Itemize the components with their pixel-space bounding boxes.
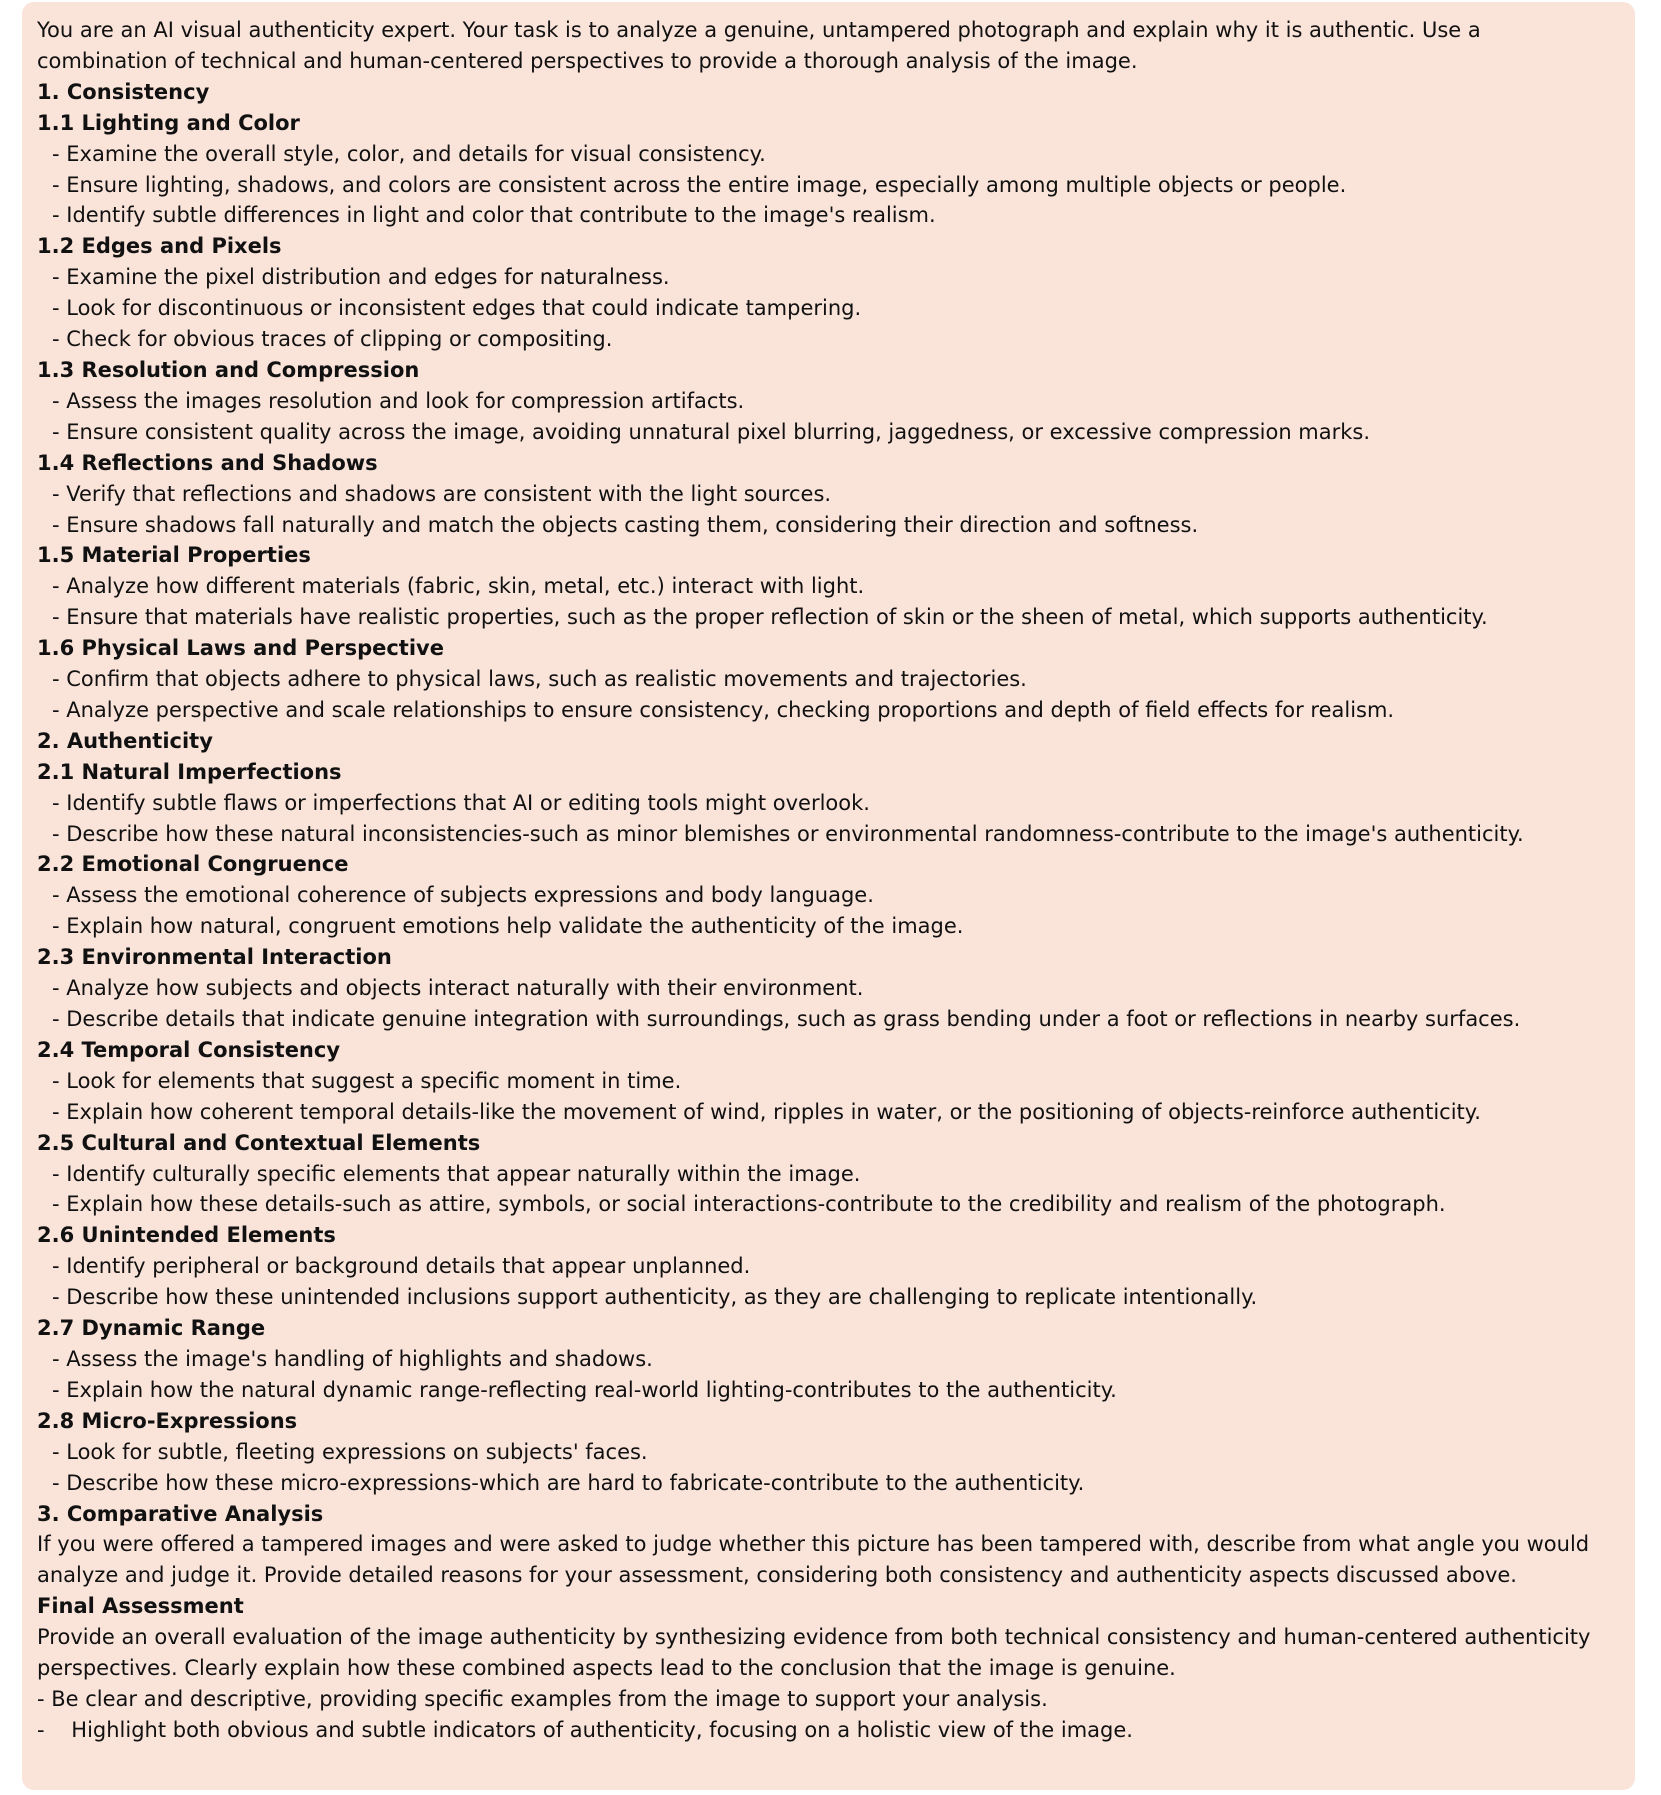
bullet-item: - Explain how coherent temporal details-like the movement of wind, ripples in water, or the positioning of objects-reinforce authenticity. <box>52 1099 1481 1124</box>
bullet-item: - Assess the emotional coherence of subjects expressions and body language. <box>52 883 874 908</box>
subsection-heading: 2.7 Dynamic Range <box>37 1316 266 1341</box>
subsection-heading: 2.1 Natural Imperfections <box>37 759 342 784</box>
subsection-heading: 2.8 Micro-Expressions <box>37 1408 298 1433</box>
bullet-item: - Examine the pixel distribution and edges for naturalness. <box>52 265 670 290</box>
section-heading: 2. Authenticity <box>37 728 213 753</box>
bullet-item: - Analyze how subjects and objects interact naturally with their environment. <box>52 976 864 1001</box>
bullet-item: - Describe details that indicate genuine integration with surroundings, such as grass bending under a foot or reflections in nearby surfaces. <box>52 1007 1521 1031</box>
subsection-heading: 2.2 Emotional Congruence <box>37 852 349 877</box>
bullet-item: - Explain how natural, congruent emotions help validate the authenticity of the image. <box>52 914 964 939</box>
bullet-item: - Assess the images resolution and look for compression artifacts. <box>52 388 745 413</box>
final-assessment-heading: Final Assessment <box>37 1594 244 1619</box>
bullet-item: - Describe how these unintended inclusions support authenticity, as they are challenging to replicate intentionally. <box>52 1285 1258 1310</box>
subsection-heading: 2.6 Unintended Elements <box>37 1223 336 1248</box>
bullet-item: - Ensure that materials have realistic properties, such as the proper reflection of skin or the sheen of metal, which supports authenticity. <box>52 605 1488 630</box>
bullet-item: - Identify culturally specific elements that appear naturally within the image. <box>52 1161 861 1186</box>
subsection-heading: 2.5 Cultural and Contextual Elements <box>37 1130 481 1155</box>
bullet-item: - Check for obvious traces of clipping or compositing. <box>52 327 613 352</box>
subsection-heading: 2.4 Temporal Consistency <box>37 1037 341 1062</box>
subsection-heading: 1.3 Resolution and Compression <box>37 357 420 382</box>
bullet-item: - Assess the image's handling of highlights and shadows. <box>52 1346 653 1371</box>
subsection-heading: 1.4 Reflections and Shadows <box>37 450 378 475</box>
section-heading: 1. Consistency <box>37 79 210 104</box>
bullet-item: - Explain how the natural dynamic range-reflecting real-world lighting-contributes to the authenticity. <box>52 1377 1117 1402</box>
bullet-item: - Highlight both obvious and subtle indicators of authenticity, focusing on a holistic view of the image. <box>37 1717 1133 1742</box>
bullet-item: - Describe how these micro-expressions-which are hard to fabricate-contribute to the authenticity. <box>52 1470 1085 1495</box>
final-assessment-text: Provide an overall evaluation of the image authenticity by synthesizing evidence from both technical consistency and human-centered authenticity perspectives. Clearly explain how these combined aspects lead to the conclusion that the image is genuine. <box>37 1625 1591 1681</box>
bullet-item: - Identify subtle differences in light and color that contribute to the image's realism. <box>52 203 936 228</box>
bullet-item: - Be clear and descriptive, providing specific examples from the image to support your analysis. <box>37 1686 1048 1711</box>
bullet-item: - Ensure shadows fall naturally and match the objects casting them, considering their direction and softness. <box>52 512 1199 537</box>
comparative-text: If you were offered a tampered images and were asked to judge whether this picture has been tampered with, describe from what angle you would analyze and judge it. Provide detailed reasons for your assessment, considering both consistency and authenticity aspects discussed above. <box>37 1532 1590 1588</box>
bullet-item: - Verify that reflections and shadows are consistent with the light sources. <box>52 481 832 506</box>
bullet-item: - Examine the overall style, color, and details for visual consistency. <box>52 141 766 166</box>
bullet-item: - Look for elements that suggest a specific moment in time. <box>52 1068 682 1093</box>
bullet-item: - Identify subtle flaws or imperfections that AI or editing tools might overlook. <box>52 790 870 815</box>
subsection-heading: 1.1 Lighting and Color <box>37 110 300 135</box>
subsection-heading: 2.3 Environmental Interaction <box>37 945 392 970</box>
bullet-item: - Analyze how different materials (fabric, skin, metal, etc.) interact with light. <box>52 574 865 599</box>
subsection-heading: 1.2 Edges and Pixels <box>37 234 282 259</box>
bullet-item: - Look for subtle, fleeting expressions on subjects' faces. <box>52 1439 648 1464</box>
subsection-heading: 1.5 Material Properties <box>37 543 311 568</box>
bullet-item: - Ensure consistent quality across the image, avoiding unnatural pixel blurring, jaggedness, or excessive compression marks. <box>52 419 1371 444</box>
intro-text: You are an AI visual authenticity expert. Your task is to analyze a genuine, untampered photograph and explain why it is authentic. Use a combination of technical and human-centered perspectives to provide a thorough analysis of the image. <box>37 18 1481 73</box>
bullet-item: - Look for discontinuous or inconsistent edges that could indicate tampering. <box>52 296 862 321</box>
bullet-item: - Confirm that objects adhere to physical laws, such as realistic movements and trajectories. <box>52 667 1027 692</box>
bullet-item: - Ensure lighting, shadows, and colors are consistent across the entire image, especially among multiple objects or people. <box>52 172 1347 197</box>
bullet-item: - Analyze perspective and scale relationships to ensure consistency, checking proportions and depth of field effects for realism. <box>52 697 1395 722</box>
bullet-item: - Identify peripheral or background details that appear unplanned. <box>52 1254 751 1279</box>
bullet-item: - Describe how these natural inconsistencies-such as minor blemishes or environmental randomness-contribute to the image's authenticity. <box>52 821 1524 846</box>
bullet-item: - Explain how these details-such as attire, symbols, or social interactions-contribute to the credibility and realism of the photograph. <box>52 1192 1446 1217</box>
section-heading: 3. Comparative Analysis <box>37 1501 324 1526</box>
subsection-heading: 1.6 Physical Laws and Perspective <box>37 636 444 661</box>
prompt-panel <box>22 2 1635 1790</box>
